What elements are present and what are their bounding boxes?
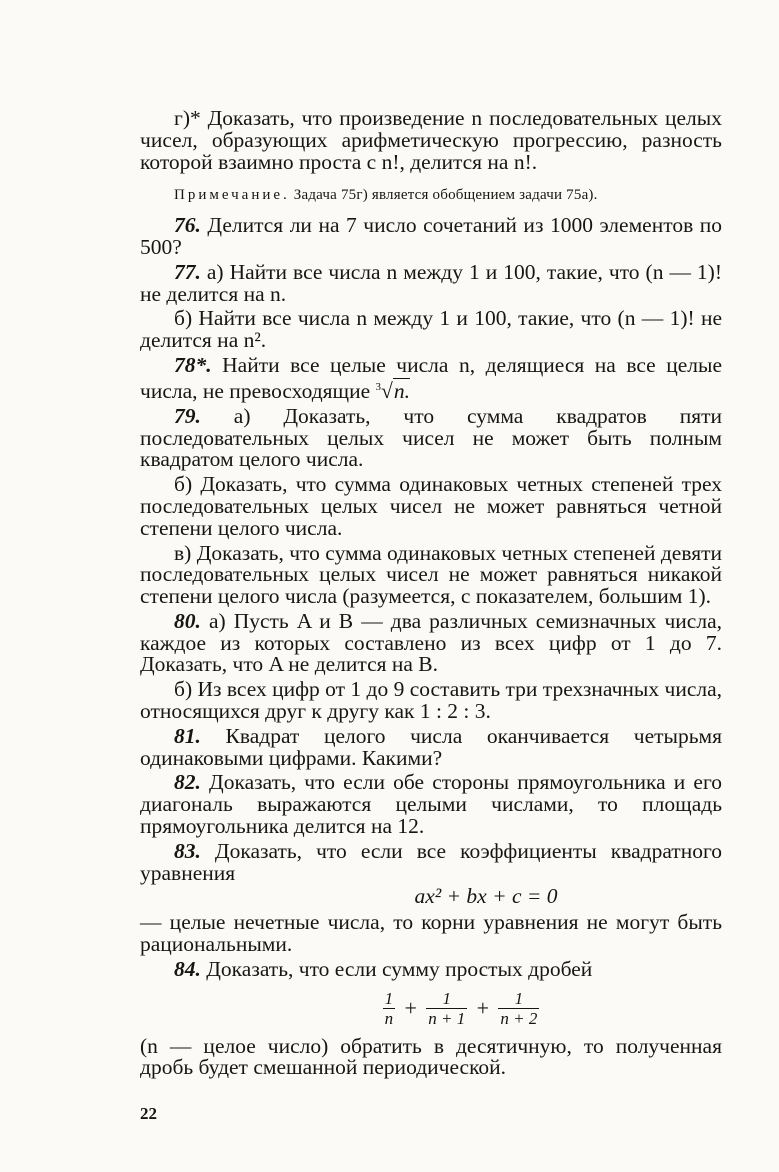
problem-75g: г)* Доказать, что произведение n последовательных целых чисел, образующих арифметическую прогрессию, разность которой взаимно проста с n!, делится на n!. (140, 106, 722, 174)
problem-83 (140, 838, 722, 885)
problem-79b: б) Доказать, что сумма одинаковых четных степеней трех последовательных целых чисел не может равняться четной степени целого числа. (140, 472, 722, 540)
problem-77b: б) Найти все числа n между 1 и 100, такие, что (n — 1)! не делится на n². (140, 306, 722, 353)
numerator: 1 (426, 989, 467, 1009)
problem-number: 83. (174, 838, 201, 863)
numerator: 1 (384, 988, 394, 1008)
note (140, 185, 722, 207)
denominator: n (384, 1008, 394, 1028)
problem-text: Доказать, что если все коэффициенты квадратного уравнения (140, 838, 722, 885)
problem-84-continuation: (n — целое число) обратить в десятичную, то полученная дробь будет смешанной периодической. (140, 1033, 722, 1080)
problem-number: 77. (174, 259, 201, 284)
problem-text: а) Найти все числа n между 1 и 100, такие, что (n — 1)! не делится на n. (140, 259, 723, 306)
problem-number: 79. (174, 403, 201, 428)
problem-number: 84. (174, 956, 201, 981)
problem-text: Делится ли на 7 число сочетаний из 1000 элементов по 500? (140, 213, 723, 259)
problem-text: Доказать, что если обе стороны прямоугольника и его диагональ выражаются целыми числами, то площадь прямоугольника делится на 12. (140, 770, 722, 839)
page-text (140, 108, 722, 1079)
page-number: 22 (140, 1104, 157, 1123)
problem-text: Доказать, что если сумму простых дробей (206, 956, 593, 981)
root-radicand: n. (393, 378, 410, 403)
plus-sign: + (476, 995, 490, 1021)
problem-84 (140, 956, 722, 981)
problem-79c: в) Доказать, что сумма одинаковых четных степеней девяти последовательных целых чисел не может равняться никакой степени целого числа (разумеется, с показателем, большим 1). (140, 540, 722, 609)
fraction-2 (426, 989, 467, 1028)
problem-text: Найти все целые числа n, делящиеся на все целые числа, не превосходящие (140, 352, 722, 403)
quadratic-equation: ax² + bx + c = 0 (414, 884, 558, 909)
denominator: n + 2 (500, 1008, 538, 1028)
problem-78 (140, 352, 722, 403)
problem-80a (140, 608, 722, 677)
problem-77a (140, 259, 723, 306)
problem-number: 82. (174, 770, 201, 795)
numerator: 1 (498, 989, 539, 1009)
problem-80b: б) Из всех цифр от 1 до 9 составить три трехзначных числа, относящихся друг к другу как 1 : 2 : 3. (140, 677, 723, 724)
problem-83-continuation: — целые нечетные числа, то корни уравнения не могут быть рациональными. (140, 910, 722, 957)
fraction-1 (383, 989, 396, 1028)
problem-text: а) Пусть A и B — два различных семизначных числа, каждое из которых составлено из всех цифр от 1 до 7. Доказать, что A не делится на B. (140, 608, 722, 677)
problem-number: 80. (174, 608, 201, 633)
problem-number: 78*. (174, 352, 212, 377)
problem-text: а) Доказать, что сумма квадратов пяти последовательных целых чисел не может быть полным квадратом целого числа. (140, 403, 722, 472)
denominator: n + 1 (428, 1008, 466, 1028)
problem-text: Квадрат целого числа оканчивается четырьмя одинаковыми цифрами. Какими? (140, 723, 723, 770)
cube-root: $^3$√n. (375, 378, 410, 403)
problem-number: 81. (174, 723, 201, 748)
problem-number: 76. (174, 213, 201, 238)
fraction-sum (140, 989, 722, 1028)
plus-sign: + (404, 995, 417, 1021)
note-label: Примечание. (174, 187, 290, 204)
problem-81 (140, 723, 723, 770)
problem-76 (140, 215, 722, 259)
fraction-3 (498, 989, 539, 1028)
problem-82 (140, 772, 722, 837)
note-body: Задача 75г) является обобщением задачи 75а). (293, 187, 598, 204)
problem-79a (140, 403, 722, 472)
